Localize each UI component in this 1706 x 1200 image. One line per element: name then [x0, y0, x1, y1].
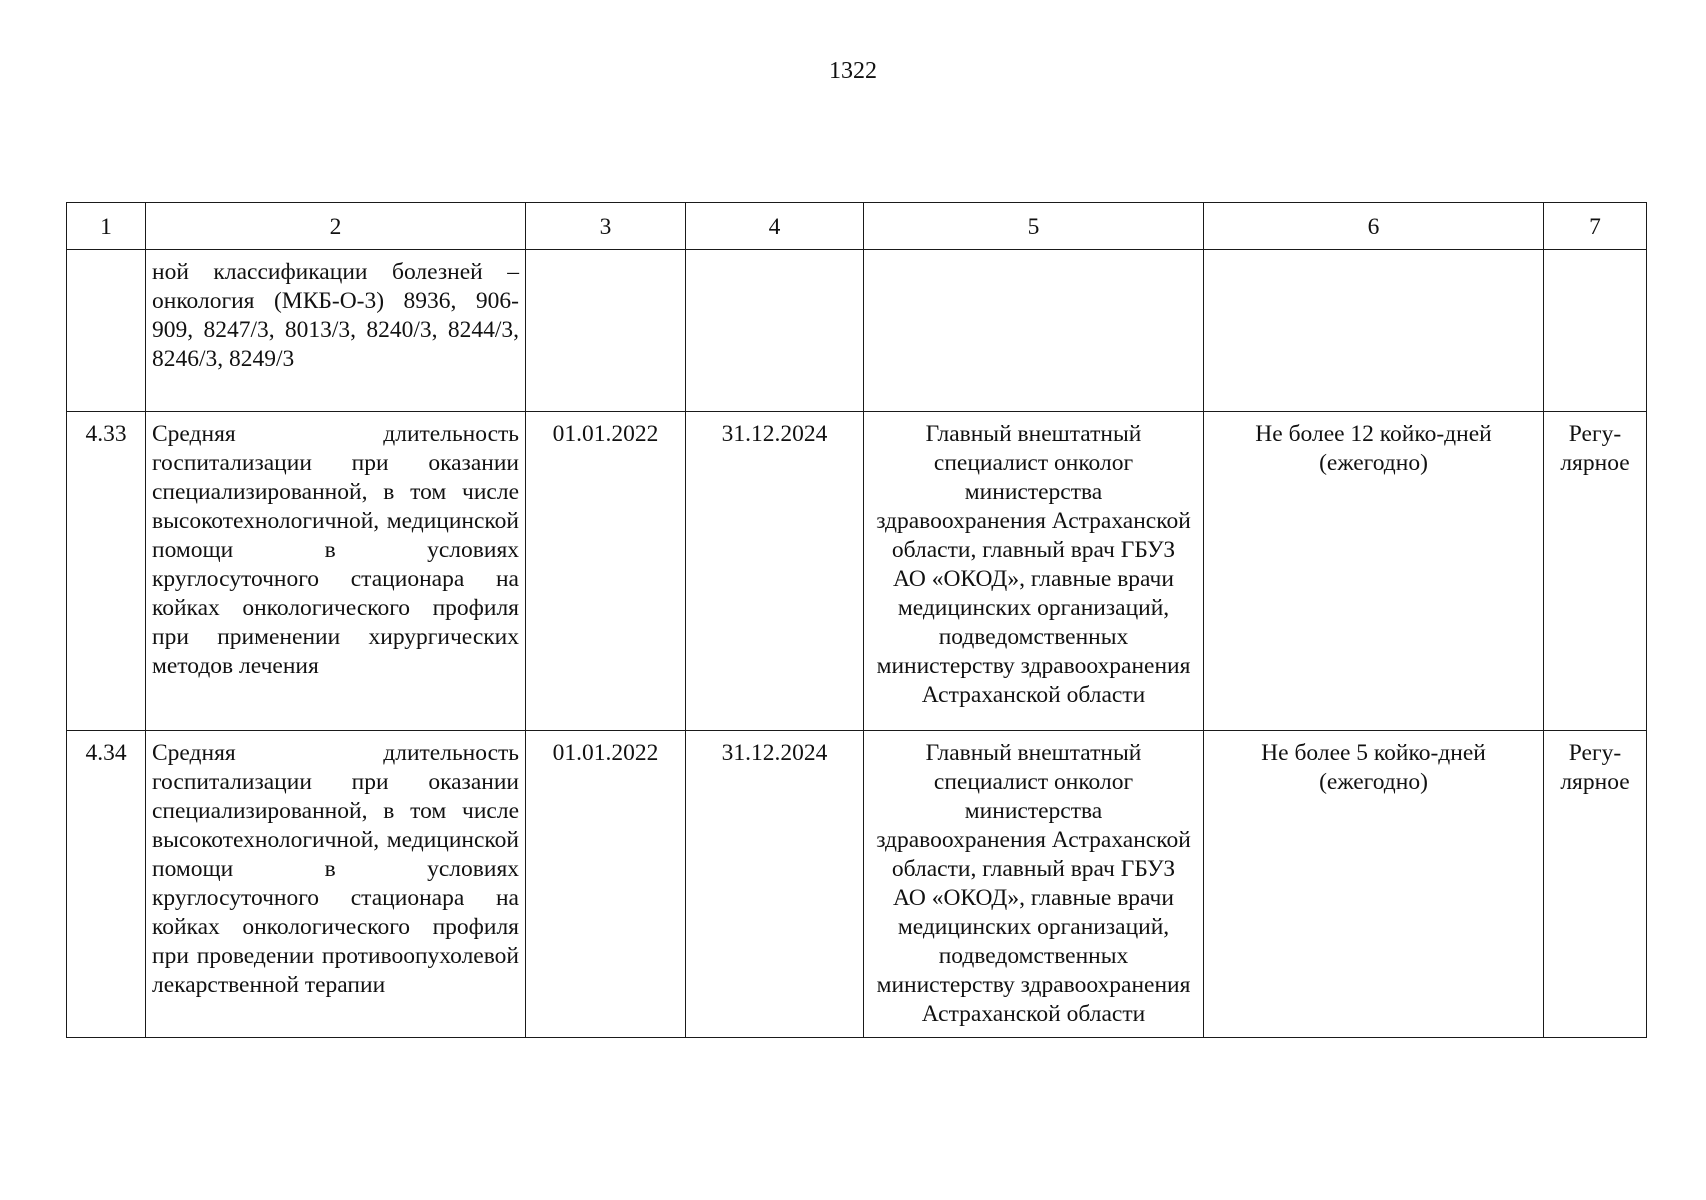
header-col-1: 1	[67, 203, 146, 250]
page-number: 1322	[829, 58, 877, 84]
cell-indicator-name: Средняя длительность госпитализации при оказании специализированной, в том числе высокотехнологичной, медицинской помощи в условиях круглосуточного стационара на койках онкологического профиля при проведении противоопухолевой лекарственной терапии	[146, 731, 526, 1038]
measures-table	[66, 202, 1647, 1038]
cell-periodicity: Регу- лярное	[1544, 412, 1647, 731]
cell-num	[67, 250, 146, 412]
cell-responsible: Главный внештатный специалист онколог министерства здравоохранения Астраханской области, главный врач ГБУЗ АО «ОКОД», главные врачи медицинских организаций, подведомственных министерству здравоохранения Астраханской области	[864, 412, 1204, 731]
cell-end-date: 31.12.2024	[686, 731, 864, 1038]
cell-indicator-name: ной классификации болезней – онкология (МКБ-О-3) 8936, 906-909, 8247/3, 8013/3, 8240/3, 8244/3, 8246/3, 8249/3	[146, 250, 526, 412]
cell-end-date: 31.12.2024	[686, 412, 864, 731]
header-col-7: 7	[1544, 203, 1647, 250]
table-header-row	[67, 203, 1647, 250]
cell-periodicity: Регу- лярное	[1544, 731, 1647, 1038]
cell-responsible	[864, 250, 1204, 412]
cell-responsible: Главный внештатный специалист онколог министерства здравоохранения Астраханской области, главный врач ГБУЗ АО «ОКОД», главные врачи медицинских организаций, подведомственных министерству здравоохранения Астраханской области	[864, 731, 1204, 1038]
cell-num: 4.34	[67, 731, 146, 1038]
table-row	[67, 412, 1647, 731]
cell-target	[1204, 250, 1544, 412]
table-row	[67, 731, 1647, 1038]
cell-target: Не более 12 койко-дней (ежегодно)	[1204, 412, 1544, 731]
cell-periodicity	[1544, 250, 1647, 412]
cell-end-date	[686, 250, 864, 412]
cell-indicator-name: Средняя длительность госпитализации при оказании специализированной, в том числе высокотехнологичной, медицинской помощи в условиях круглосуточного стационара на койках онкологического профиля при применении хирургических методов лечения	[146, 412, 526, 731]
header-col-3: 3	[526, 203, 686, 250]
cell-num: 4.33	[67, 412, 146, 731]
header-col-2: 2	[146, 203, 526, 250]
cell-start-date	[526, 250, 686, 412]
header-col-4: 4	[686, 203, 864, 250]
cell-start-date: 01.01.2022	[526, 412, 686, 731]
table-row-continuation	[67, 250, 1647, 412]
cell-start-date: 01.01.2022	[526, 731, 686, 1038]
cell-target: Не более 5 койко-дней (ежегодно)	[1204, 731, 1544, 1038]
header-col-6: 6	[1204, 203, 1544, 250]
header-col-5: 5	[864, 203, 1204, 250]
